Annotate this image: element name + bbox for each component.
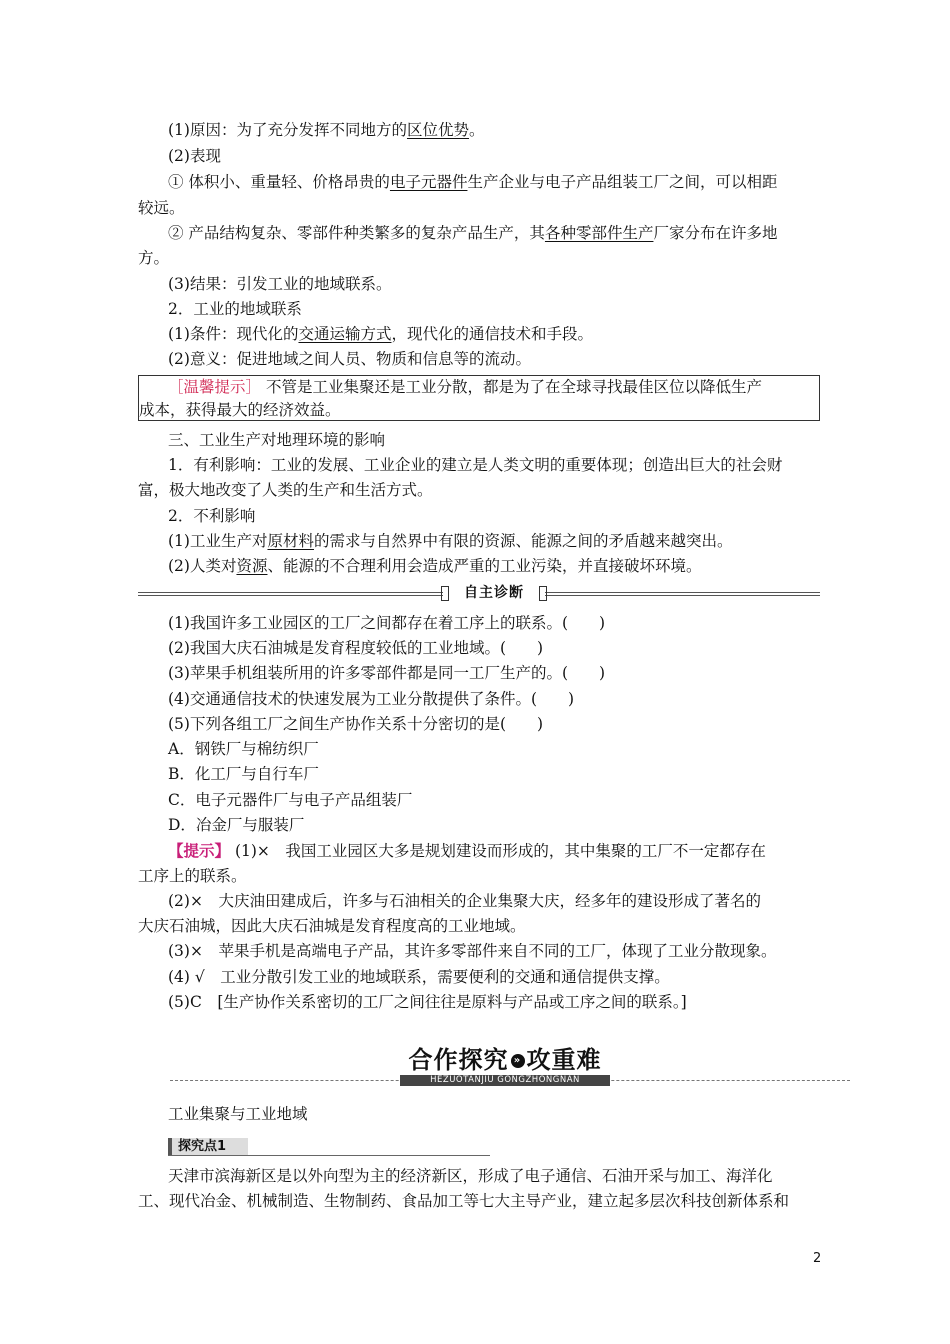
explore-label: 探究点1 [168,1138,248,1156]
answer-line: (3)× 苹果手机是高端电子产品，其许多零部件来自不同的工厂，体现了工业分散现象。 [168,942,777,960]
page-number: 2 [813,1251,822,1266]
answer-line: (5)C [生产协作关系密切的工厂之间往往是原料与产品或工序之间的联系。] [168,993,687,1011]
text-line: (2)表现 [168,147,221,165]
answer-line: 【提示】 (1)× 我国工业园区大多是规划建设而形成的，其中集聚的工厂不一定都存在 [168,841,766,860]
tip-box [138,375,820,421]
text-line: 方。 [138,249,170,267]
text-line: (3)结果：引发工业的地域联系。 [168,275,392,293]
text-line: 2．工业的地域联系 [168,300,302,318]
section-title-2: 攻重难 [526,1046,602,1074]
section-subtitle: HEZUOTANJIU GONGZHONGNAN [400,1075,610,1086]
answer-line: (4) √ 工业分散引发工业的地域联系，需要便利的交通和通信提供支撑。 [168,968,670,986]
question: (5)下列各组工厂之间生产协作关系十分密切的是( ) [168,715,544,733]
text-line: (2)人类对资源、能源的不合理利用会造成严重的工业污染，并直接破坏环境。 [168,557,702,575]
section-heading: 三、工业生产对地理环境的影响 [168,431,386,449]
question: (2)我国大庆石油城是发育程度较低的工业地域。( ) [168,639,544,657]
answer-line: 工序上的联系。 [138,867,247,885]
answer-line: (2)× 大庆油田建成后，许多与石油相关的企业集聚大庆，经多年的建设形成了著名的 [168,892,761,910]
tip-label: ［温馨提示］ [168,378,262,396]
tip-line: ［温馨提示］ 不管是工业集聚还是工业分散，都是为了在全球寻找最佳区位以降低生产 [168,378,762,396]
option: C．电子元器件厂与电子产品组装厂 [168,791,413,809]
option: A．钢铁厂与棉纺织厂 [168,740,319,758]
topic-title: 工业集聚与工业地域 [168,1105,308,1123]
text-line: ② 产品结构复杂、零部件种类繁多的复杂产品生产，其各种零部件生产厂家分布在许多地 [168,224,778,242]
text-line: ① 体积小、重量轻、价格昂贵的电子元器件生产企业与电子产品组装工厂之间，可以相距 [168,173,778,191]
text-line: 2．不利影响 [168,507,256,525]
explore-point-header [168,1138,490,1156]
diagnosis-label: 自主诊断 [443,584,545,602]
question: (1)我国许多工业园区的工厂之间都存在着工序上的联系。( ) [168,614,606,632]
answer-label: 【提示】 [168,841,231,860]
text-line: (2)意义：促进地域之间人员、物质和信息等的流动。 [168,350,531,368]
question: (3)苹果手机组装所用的许多零部件都是同一工厂生产的。( ) [168,664,606,682]
text-line: (1)工业生产对原材料的需求与自然界中有限的资源、能源之间的矛盾越来越突出。 [168,532,733,550]
text-line: (1)条件：现代化的交通运输方式，现代化的通信技术和手段。 [168,325,593,343]
answer-line: 大庆石油城，因此大庆石油城是发育程度高的工业地域。 [138,917,526,935]
section-banner [400,1045,610,1085]
text-line: (1)原因：为了充分发挥不同地方的区位优势。 [168,121,485,139]
text-line: 较远。 [138,199,185,217]
diagnosis-header [138,584,820,602]
divider [168,1155,490,1156]
text-line: 工、现代冶金、机械制造、生物制药、食品加工等七大主导产业，建立起多层次科技创新体系和 [138,1192,790,1210]
text-line: 富，极大地改变了人类的生产和生活方式。 [138,481,433,499]
text-line: 天津市滨海新区是以外向型为主的经济新区，形成了电子通信、石油开采与加工、海洋化 [168,1167,773,1185]
section-title: 合作探究 [408,1046,509,1074]
question: (4)交通通信技术的快速发展为工业分散提供了条件。( ) [168,690,575,708]
arrow-icon: » [511,1054,525,1068]
tip-line: 成本，获得最大的经济效益。 [139,401,341,419]
text-line: 1．有利影响：工业的发展、工业企业的建立是人类文明的重要体现；创造出巨大的社会财 [168,456,783,474]
option: D．冶金厂与服装厂 [168,816,305,834]
option: B．化工厂与自行车厂 [168,765,319,783]
